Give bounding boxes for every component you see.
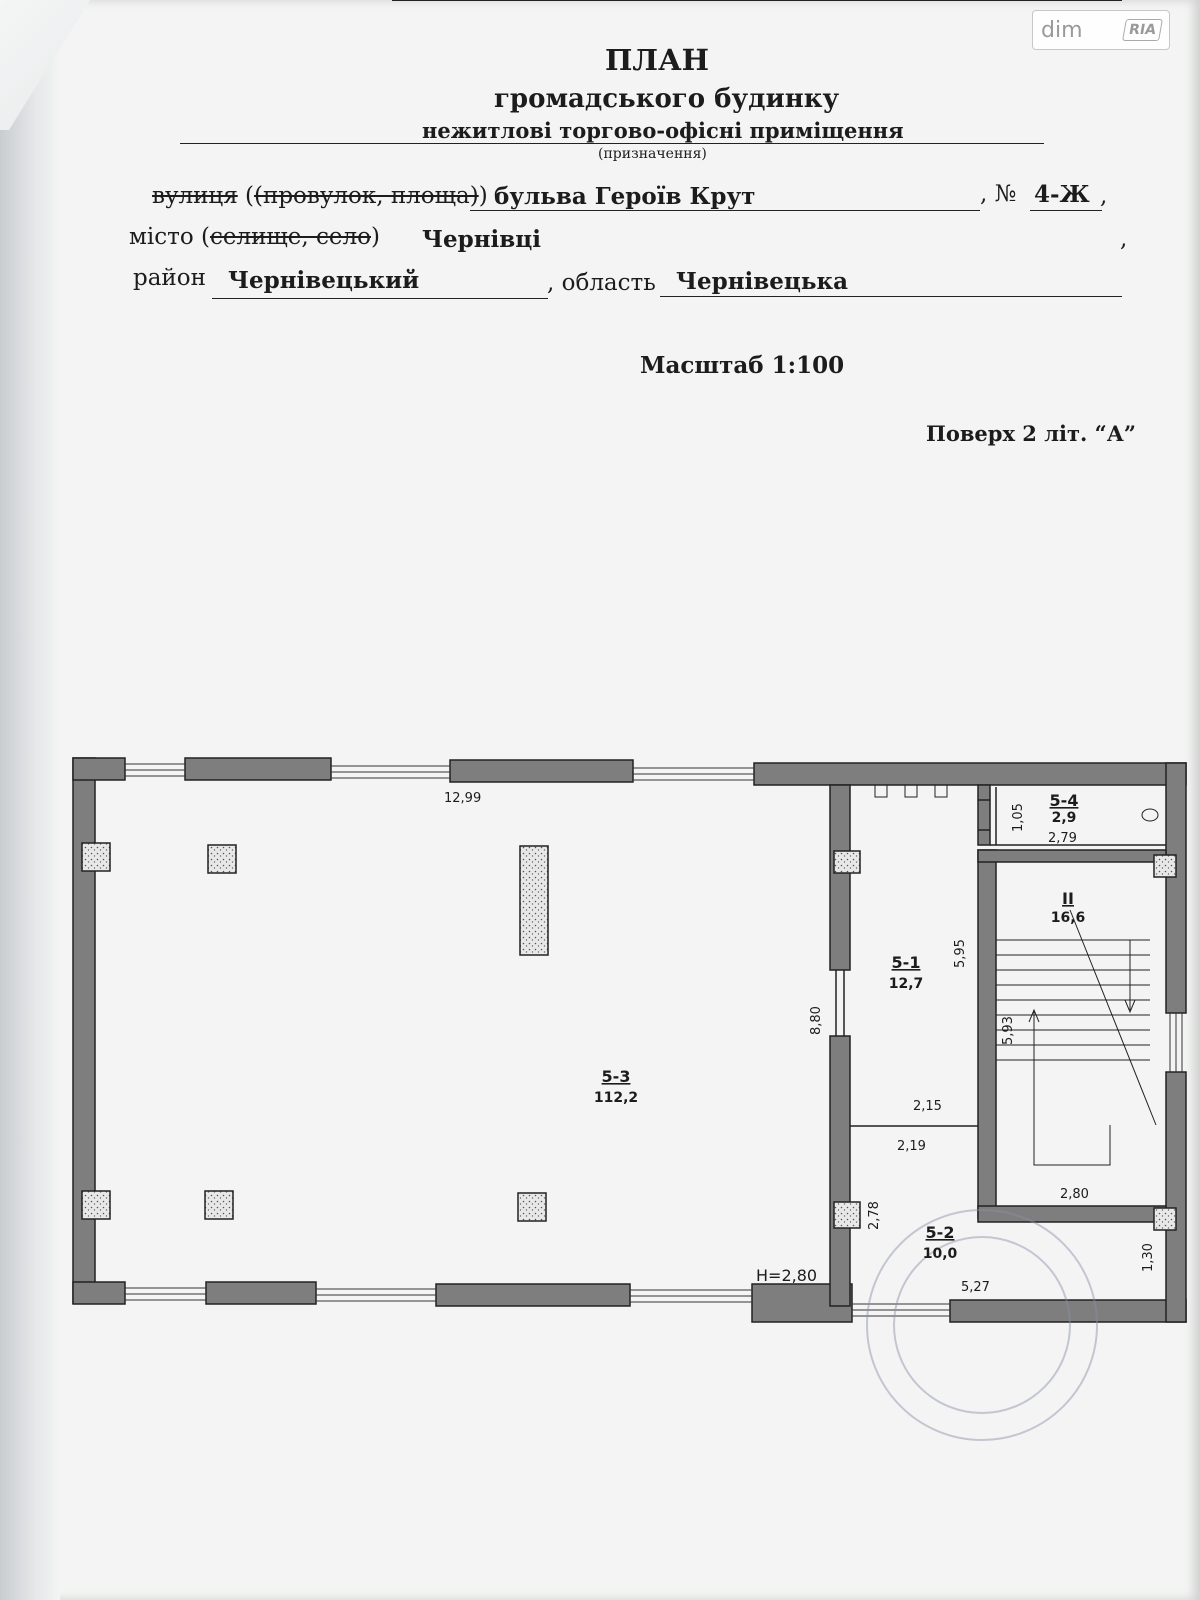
watermark-brand: dim <box>1041 17 1083 43</box>
room-id: 5-2 <box>925 1223 955 1242</box>
wall-stair-bottom <box>978 1206 1166 1222</box>
city-comma: , <box>1120 226 1128 252</box>
number-value: 4-Ж <box>1034 181 1090 208</box>
column <box>205 1191 233 1219</box>
wall-left <box>73 758 95 1303</box>
wall-54-left <box>978 785 990 845</box>
stair-landing <box>1034 1010 1110 1165</box>
dim-label: 1,30 <box>1141 1243 1156 1272</box>
column <box>834 851 860 873</box>
wall-top-1 <box>73 758 125 780</box>
dim-label: 5,93 <box>1001 1016 1016 1045</box>
wall-top-3 <box>450 760 633 782</box>
floor-label: Поверх 2 літ. “А” <box>926 421 1136 446</box>
wall-bottom-1 <box>73 1282 125 1304</box>
district-value: Чернівецький <box>228 267 420 294</box>
ceiling-height: H=2,80 <box>756 1266 818 1285</box>
window-top-1 <box>125 764 185 776</box>
wall-bottom-2 <box>206 1282 316 1304</box>
wall-top-2 <box>185 758 331 780</box>
stamp <box>867 1210 1097 1440</box>
building-purpose: нежитлові торгово-офісні приміщення <box>422 118 904 143</box>
column <box>208 845 236 873</box>
room-area: 112,2 <box>593 1090 639 1106</box>
window-group <box>125 764 1182 1316</box>
street-label-alt: ((провулок, площа)) <box>245 183 488 209</box>
dim-label: 12,99 <box>444 791 482 806</box>
plan-title: ПЛАН <box>605 43 710 77</box>
column <box>520 846 548 955</box>
column <box>1154 855 1176 877</box>
wall-stair-top <box>978 850 1166 862</box>
room-id: 5-1 <box>891 953 921 972</box>
dim-label: 5,27 <box>961 1280 990 1295</box>
wall-partition-1 <box>830 785 850 970</box>
wall-stair-left <box>978 850 996 1218</box>
window-bottom-2 <box>316 1289 436 1301</box>
number-comma: , <box>1100 183 1108 209</box>
radiator-icon <box>875 785 887 797</box>
column <box>82 1191 110 1219</box>
wall-right-2 <box>1166 1072 1186 1322</box>
window-bottom-1 <box>125 1288 206 1300</box>
room-area: 12,7 <box>888 976 924 992</box>
city-value: Чернівці <box>422 226 541 253</box>
region-value: Чернівецька <box>676 268 849 295</box>
street-value: бульва Героїв Крут <box>494 183 756 210</box>
room-area: 10,0 <box>922 1246 958 1262</box>
column <box>82 843 110 871</box>
column <box>834 1202 860 1228</box>
dim-label: 2,80 <box>1060 1187 1089 1202</box>
district-label: район <box>133 265 206 291</box>
dim-label: 2,15 <box>913 1099 942 1114</box>
watermark-badge: RIA <box>1122 19 1163 41</box>
window-bottom-3 <box>630 1290 752 1302</box>
room-id: 5-4 <box>1049 791 1079 810</box>
room-area: 2,9 <box>1051 810 1077 826</box>
wall-right-1 <box>1166 763 1186 1013</box>
window-top-2 <box>331 766 450 778</box>
toilet-icon <box>1142 809 1158 821</box>
column <box>1154 1208 1176 1230</box>
radiator-icon <box>905 785 917 797</box>
street-label-struck: вулиця <box>152 183 238 209</box>
wall-bottom-3 <box>436 1284 630 1306</box>
plan-subtitle: громадського будинку <box>494 84 840 114</box>
wall-top-4 <box>754 763 1186 785</box>
city-label: місто (селище, село) <box>129 224 380 250</box>
wall-group <box>73 758 1186 1322</box>
dim-label: 1,05 <box>1011 803 1026 832</box>
window-right <box>1170 1013 1182 1072</box>
dim-label: 5,95 <box>953 939 968 968</box>
wall-partition-2 <box>830 1036 850 1306</box>
dim-label: 2,19 <box>897 1139 926 1154</box>
window-top-3 <box>633 768 754 780</box>
room-area: 16,6 <box>1050 910 1086 926</box>
room-id: 5-3 <box>601 1067 631 1086</box>
number-label: , № <box>980 181 1017 207</box>
radiator-icon <box>935 785 947 797</box>
purpose-caption: (призначення) <box>598 146 707 162</box>
dim-label: 2,78 <box>867 1201 882 1230</box>
room-id: II <box>1062 889 1074 908</box>
column <box>518 1193 546 1221</box>
region-label: , область <box>547 270 656 296</box>
interior-lines <box>836 787 1166 1126</box>
dim-label: 8,80 <box>809 1006 824 1035</box>
stair-group <box>996 910 1156 1165</box>
scale-label: Масштаб 1:100 <box>640 352 845 379</box>
dim-label: 2,79 <box>1048 831 1077 846</box>
stair-diagonal <box>1070 910 1156 1125</box>
